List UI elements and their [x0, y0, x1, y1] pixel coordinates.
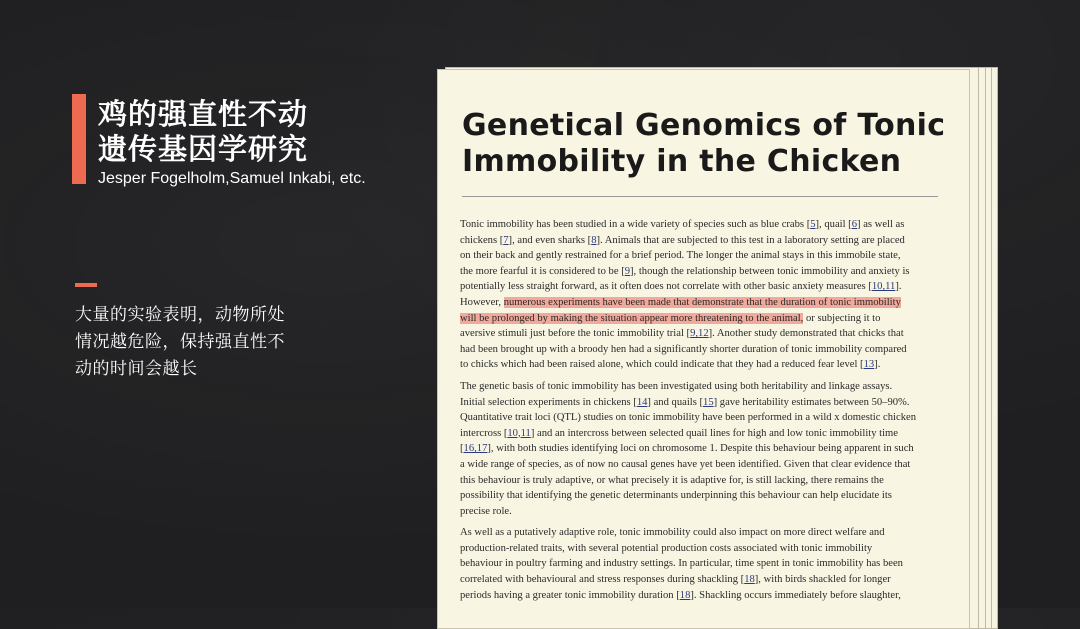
paper-text: ] gave heritability estimates between 50–90%.	[713, 396, 910, 408]
summary-line: 动的时间会越长	[75, 359, 198, 379]
paper-line	[460, 457, 956, 473]
paper-text: periods having a greater tonic immobility duration [	[460, 589, 680, 601]
citation-link[interactable]: 10,11	[871, 281, 896, 293]
paper-text: ] and an intercross between selected quail lines for high and low tonic immobility time	[530, 427, 898, 439]
slide-authors: Jesper Fogelholm,Samuel Inkabi, etc.	[98, 170, 366, 187]
paper-paragraph	[460, 379, 956, 519]
paper-text: Tonic immobility has been studied in a wide variety of species such as blue crabs [	[460, 219, 811, 230]
citation-link[interactable]: 16,17	[463, 443, 488, 455]
paper-text: ], and even sharks [	[508, 234, 592, 246]
title-accent-bar	[72, 94, 86, 184]
paper-text: ], though the relationship between tonic immobility and anxiety is	[630, 265, 910, 277]
citation-link[interactable]: 7	[503, 234, 509, 246]
paper-line	[460, 473, 956, 489]
slide-summary	[75, 302, 335, 383]
citation-link[interactable]: 9	[624, 265, 631, 277]
paper-text: [	[460, 443, 464, 455]
paper-text: possibility that identifying the genetic determinants underpinning this behaviour can help elucidate its	[460, 490, 892, 502]
citation-link[interactable]: 5	[810, 219, 816, 230]
paper-line	[460, 426, 956, 442]
paper-line	[460, 217, 956, 233]
paper-text: ], with birds shackled for longer	[754, 574, 891, 586]
paper-text: production-related traits, with several potential production costs associated with tonic immobility	[460, 542, 873, 554]
highlighted-text: will be prolonged by making the situation appear more threatening to the animal,	[460, 312, 804, 324]
citation-link[interactable]: 14	[636, 396, 648, 408]
paper-body	[460, 217, 956, 609]
paper-line	[460, 525, 956, 541]
title-divider	[462, 196, 938, 197]
summary-accent-bar	[75, 283, 97, 287]
paper-text: ]. Another study demonstrated that chicks that	[708, 328, 904, 340]
paper-line	[460, 233, 956, 249]
paper-text: ]. Animals that are subjected to this test in a laboratory setting are placed	[596, 234, 905, 246]
paper-line	[460, 410, 956, 426]
paper-line	[460, 248, 956, 264]
paper-text: the more fearful it is considered to be [	[460, 265, 625, 277]
paper-text: ] as well as	[857, 219, 905, 230]
citation-link[interactable]: 15	[703, 396, 714, 408]
paper-text: had been brought up with a broody hen had a significantly shorter duration of tonic immobility compared	[460, 343, 907, 355]
paper-text: As well as a putatively adaptive role, tonic immobility could also impact on more direct welfare and	[460, 527, 885, 539]
paper-text: ] and quails [	[647, 396, 704, 408]
paper-text: chickens [	[460, 234, 504, 246]
paper-text: ], with both studies identifying loci on chromosome 1. Despite this behaviour being apparent in such	[487, 443, 914, 455]
paper-line	[460, 541, 956, 557]
summary-line: 大量的实验表明，动物所处	[75, 305, 285, 325]
paper-text: ]. Shackling occurs immediately before slaughter,	[690, 589, 901, 601]
paper-text: However,	[460, 296, 504, 308]
paper-line	[460, 488, 956, 504]
paper-line	[460, 395, 956, 411]
paper-text: The genetic basis of tonic immobility has been investigated using both heritability and linkage assays.	[460, 380, 893, 392]
citation-link[interactable]: 18	[679, 589, 691, 601]
paper-text: a wide range of species, as of now no causal genes have yet been identified. Given that clear evidence that	[460, 458, 911, 470]
paper-text: to chicks which had been raised alone, which could indicate that they had a reduced fear level [	[460, 359, 864, 371]
paper-text: Initial selection experiments in chickens [	[460, 396, 637, 408]
highlighted-text: numerous experiments have been made that demonstrate that the duration of tonic immobility	[503, 296, 901, 308]
paper-line	[460, 295, 956, 311]
paper-text: on their back and gently restrained for a brief period. The longer the animal stays in this immobile state,	[460, 250, 901, 262]
paper-title	[462, 108, 962, 180]
paper-text: behaviour in poultry farming and industry settings. In particular, time spent in tonic immobility has been	[460, 558, 903, 570]
paper-line	[460, 588, 956, 604]
citation-link[interactable]: 8	[591, 234, 597, 246]
paper-page	[437, 69, 970, 629]
citation-link[interactable]: 13	[863, 359, 875, 371]
paper-line	[460, 279, 956, 295]
paper-title-line-1: Genetical Genomics of Tonic	[462, 108, 946, 143]
paper-paragraph	[460, 525, 956, 603]
paper-line	[460, 504, 956, 520]
paper-text: aversive stimuli just before the tonic immobility trial [	[460, 328, 691, 340]
paper-text: ].	[895, 281, 902, 293]
slide-title-line-1: 鸡的强直性不动	[98, 97, 309, 131]
paper-text: correlated with behavioural and stress responses during shackling [	[460, 574, 745, 586]
paper-paragraph	[460, 217, 956, 373]
paper-text: Quantitative trait loci (QTL) studies on tonic immobility have been performed in a wild x domestic chicken	[460, 412, 916, 424]
paper-text: intercross [	[460, 427, 508, 439]
summary-line: 情况越危险，保持强直性不	[75, 332, 285, 352]
paper-text: potentially less straight forward, as it often does not correlate with other basic anxiety measures [	[460, 281, 872, 293]
citation-link[interactable]: 6	[851, 219, 858, 230]
slide-left-panel	[0, 0, 430, 608]
paper-line	[460, 326, 956, 342]
paper-line	[460, 264, 956, 280]
citation-link[interactable]: 9,12	[690, 328, 709, 340]
paper-text: ], quail [	[815, 219, 852, 230]
paper-line	[460, 311, 956, 327]
paper-line	[460, 342, 956, 358]
paper-line	[460, 357, 956, 373]
paper-line	[460, 556, 956, 572]
paper-text: or subjecting it to	[803, 312, 881, 324]
paper-text: precise role.	[460, 505, 512, 517]
citation-link[interactable]: 10,11	[507, 427, 531, 439]
paper-title-line-2: Immobility in the Chicken	[462, 144, 902, 179]
paper-line	[460, 441, 956, 457]
paper-line	[460, 572, 956, 588]
citation-link[interactable]: 18	[744, 574, 755, 586]
paper-line	[460, 379, 956, 395]
slide-title-line-2: 遗传基因学研究	[98, 132, 309, 166]
paper-text: ].	[874, 359, 881, 371]
paper-text: this behaviour is truly adaptive, or what precisely it is adaptive for, is still lacking, there remains the	[460, 474, 884, 486]
